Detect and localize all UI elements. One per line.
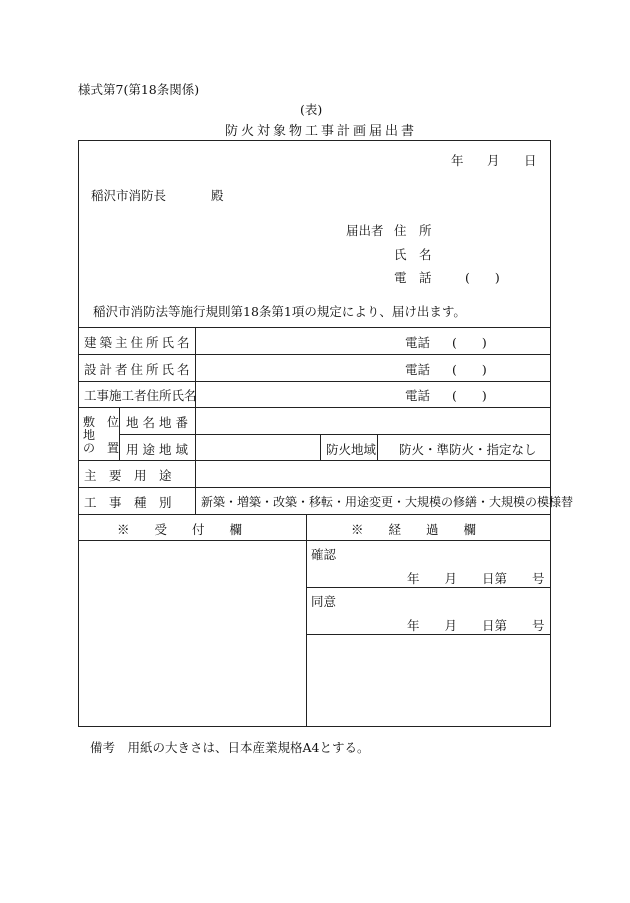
owner-phone-parens: ( )	[452, 335, 487, 350]
applicant-address-label: 住 所	[394, 223, 432, 238]
form-number: 様式第7(第18条関係)	[78, 82, 200, 97]
progress-label: ※ 経 過 欄	[351, 522, 477, 537]
applicant-name-label: 氏 名	[394, 247, 432, 262]
site-label-line2: 地	[83, 428, 96, 442]
work-type-label: 工 事 種 別	[84, 495, 172, 510]
designer-phone-label: 電話	[405, 362, 431, 377]
date-day: 日	[524, 153, 537, 168]
designer-phone-parens: ( )	[452, 362, 487, 377]
reception-label: ※ 受 付 欄	[117, 522, 243, 537]
site-label-line3: の 置	[83, 441, 120, 455]
date-month: 月	[487, 153, 500, 168]
addressee: 稲沢市消防長	[91, 188, 167, 203]
owner-phone-label: 電話	[405, 335, 431, 350]
consent-date-number: 年 月 日第 号	[407, 618, 545, 633]
owner-label: 建築主住所氏名	[84, 335, 193, 350]
main-use-field[interactable]	[197, 462, 547, 486]
footer-note: 備考 用紙の大きさは、日本産業規格A4とする。	[90, 740, 370, 755]
designer-label: 設計者住所氏名	[84, 362, 193, 377]
consent-label: 同意	[311, 594, 337, 609]
lot-number-label: 地名地番	[126, 415, 193, 430]
form-title: 防火対象物工事計画届出書	[225, 124, 418, 139]
contractor-phone-label: 電話	[405, 388, 431, 403]
site-label-line1: 敷 位	[83, 415, 120, 429]
designer-field[interactable]	[197, 356, 397, 380]
zoning-label: 用途地域	[126, 442, 193, 457]
honorific: 殿	[211, 188, 224, 203]
contractor-label: 工事施工者住所氏名	[84, 388, 197, 403]
side-label: (表)	[300, 102, 323, 117]
main-use-label: 主 要 用 途	[84, 468, 172, 483]
owner-field[interactable]	[197, 329, 397, 353]
work-type-options[interactable]: 新築・増築・改築・移転・用途変更・大規模の修繕・大規模の模様替	[201, 495, 574, 509]
confirm-date-number: 年 月 日第 号	[407, 571, 545, 586]
lot-number-field[interactable]	[197, 409, 547, 433]
statement: 稲沢市消防法等施行規則第18条第1項の規定により、届け出ます。	[93, 304, 466, 319]
fire-zone-options[interactable]: 防火・準防火・指定なし	[399, 442, 537, 457]
contractor-field[interactable]	[197, 383, 397, 406]
date-year: 年	[451, 153, 464, 168]
confirm-label: 確認	[311, 547, 337, 562]
fire-zone-label: 防火地域	[326, 442, 377, 457]
applicant-phone-parens: ( )	[465, 270, 500, 285]
contractor-phone-parens: ( )	[452, 388, 487, 403]
zoning-field[interactable]	[197, 436, 318, 459]
applicant-label: 届出者	[346, 223, 384, 238]
applicant-phone-label: 電 話	[394, 270, 432, 285]
